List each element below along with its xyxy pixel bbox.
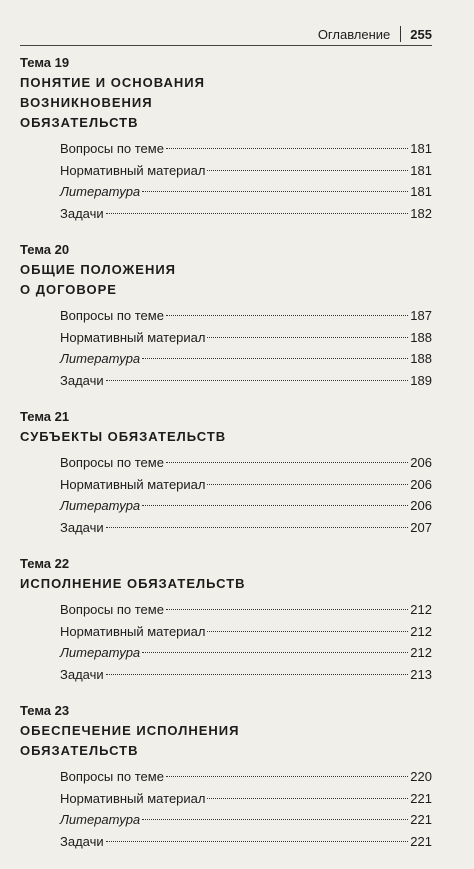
dot-leader (166, 609, 408, 610)
dot-leader (142, 652, 408, 653)
dot-leader (106, 527, 409, 528)
entry-label: Задачи (60, 205, 104, 221)
toc-topic (20, 54, 432, 227)
entry-label: Задачи (60, 519, 104, 535)
header-divider (400, 26, 401, 42)
entry-page-number: 221 (410, 790, 432, 806)
dot-leader (166, 462, 408, 463)
toc-entry[interactable] (20, 351, 432, 373)
running-header (318, 26, 432, 42)
dot-leader (142, 819, 408, 820)
toc-topic (20, 408, 432, 541)
toc-entry[interactable] (20, 812, 432, 834)
entry-label: Задачи (60, 666, 104, 682)
entry-page-number: 221 (410, 833, 432, 849)
dot-leader (142, 191, 408, 192)
toc-topic (20, 241, 432, 394)
dot-leader (106, 674, 409, 675)
topic-title (20, 260, 432, 300)
dot-leader (166, 776, 408, 777)
topic-title-line: ОБЕСПЕЧЕНИЕ ИСПОЛНЕНИЯ (20, 723, 240, 738)
topic-title-line: ОБЯЗАТЕЛЬСТВ (20, 115, 139, 130)
entry-label: Задачи (60, 833, 104, 849)
entry-label: Литература (60, 184, 141, 199)
topic-title-line: О ДОГОВОРЕ (20, 282, 117, 297)
entry-label: Литература (60, 812, 141, 827)
dot-leader (207, 337, 408, 338)
toc-topic (20, 702, 432, 855)
topic-number: Тема 21 (20, 409, 70, 424)
toc-entry[interactable] (20, 645, 432, 667)
toc-entry[interactable] (20, 498, 432, 520)
toc-entry[interactable] (20, 602, 432, 624)
entry-label: Вопросы по теме (60, 602, 164, 617)
dot-leader (106, 380, 409, 381)
entry-label: Вопросы по теме (60, 455, 164, 470)
toc-entry[interactable] (20, 330, 432, 352)
toc-entry[interactable] (20, 667, 432, 689)
entry-label: Нормативный материал (60, 162, 206, 178)
dot-leader (106, 213, 409, 214)
dot-leader (166, 315, 408, 316)
entry-page-number: 181 (410, 184, 432, 199)
dot-leader (142, 358, 408, 359)
toc-entry[interactable] (20, 163, 432, 185)
entry-page-number: 206 (410, 476, 432, 492)
toc-topic (20, 555, 432, 688)
entry-page-number: 220 (410, 769, 432, 784)
entry-page-number: 182 (410, 205, 432, 221)
dot-leader (207, 631, 408, 632)
toc-entry[interactable] (20, 308, 432, 330)
topic-title (20, 721, 432, 761)
section-title: Оглавление (317, 26, 391, 42)
entry-page-number: 189 (410, 372, 432, 388)
toc-entry[interactable] (20, 184, 432, 206)
topic-number: Тема 19 (20, 55, 70, 70)
toc-entry[interactable] (20, 141, 432, 163)
entry-page-number: 188 (410, 329, 432, 345)
topic-number: Тема 23 (20, 703, 70, 718)
entry-page-number: 206 (410, 455, 432, 470)
entry-label: Литература (60, 498, 141, 513)
toc-entry[interactable] (20, 769, 432, 791)
entry-label: Вопросы по теме (60, 308, 164, 323)
entry-page-number: 213 (410, 666, 432, 682)
entry-page-number: 212 (410, 623, 432, 639)
topic-title-line: ОБЩИЕ ПОЛОЖЕНИЯ (20, 262, 177, 277)
dot-leader (207, 484, 408, 485)
topic-title (20, 427, 432, 447)
entry-page-number: 181 (410, 141, 432, 156)
topic-number: Тема 22 (20, 556, 70, 571)
entry-page-number: 207 (410, 519, 432, 535)
toc-entry[interactable] (20, 834, 432, 856)
toc-entry[interactable] (20, 455, 432, 477)
entry-page-number: 221 (410, 812, 432, 827)
toc-entry[interactable] (20, 373, 432, 395)
entry-page-number: 212 (410, 602, 432, 617)
entry-label: Нормативный материал (60, 329, 206, 345)
page-number: 255 (410, 26, 432, 42)
topic-title (20, 574, 432, 594)
topic-title (20, 73, 432, 133)
entry-page-number: 212 (410, 645, 432, 660)
toc-entry[interactable] (20, 520, 432, 542)
entry-label: Вопросы по теме (60, 141, 164, 156)
entry-page-number: 206 (410, 498, 432, 513)
entry-label: Нормативный материал (60, 476, 206, 492)
dot-leader (142, 505, 408, 506)
topic-title-line: ВОЗНИКНОВЕНИЯ (20, 95, 153, 110)
topic-title-line: ОБЯЗАТЕЛЬСТВ (20, 743, 139, 758)
dot-leader (166, 148, 408, 149)
topic-title-line: СУБЪЕКТЫ ОБЯЗАТЕЛЬСТВ (20, 429, 227, 444)
toc-entry[interactable] (20, 477, 432, 499)
entry-page-number: 181 (410, 162, 432, 178)
table-of-contents (20, 52, 432, 869)
toc-entry[interactable] (20, 791, 432, 813)
entry-label: Вопросы по теме (60, 769, 164, 784)
topic-number: Тема 20 (20, 242, 70, 257)
entry-label: Задачи (60, 372, 104, 388)
header-rule (20, 45, 432, 46)
entry-label: Литература (60, 351, 141, 366)
toc-entry[interactable] (20, 206, 432, 228)
entry-label: Нормативный материал (60, 790, 206, 806)
dot-leader (207, 170, 408, 171)
entry-label: Нормативный материал (60, 623, 206, 639)
entry-page-number: 187 (410, 308, 432, 323)
topic-title-line: ИСПОЛНЕНИЕ ОБЯЗАТЕЛЬСТВ (20, 576, 246, 591)
entry-label: Литература (60, 645, 141, 660)
entry-page-number: 188 (410, 351, 432, 366)
toc-entry[interactable] (20, 624, 432, 646)
dot-leader (106, 841, 409, 842)
topic-title-line: ПОНЯТИЕ И ОСНОВАНИЯ (20, 75, 205, 90)
dot-leader (207, 798, 408, 799)
